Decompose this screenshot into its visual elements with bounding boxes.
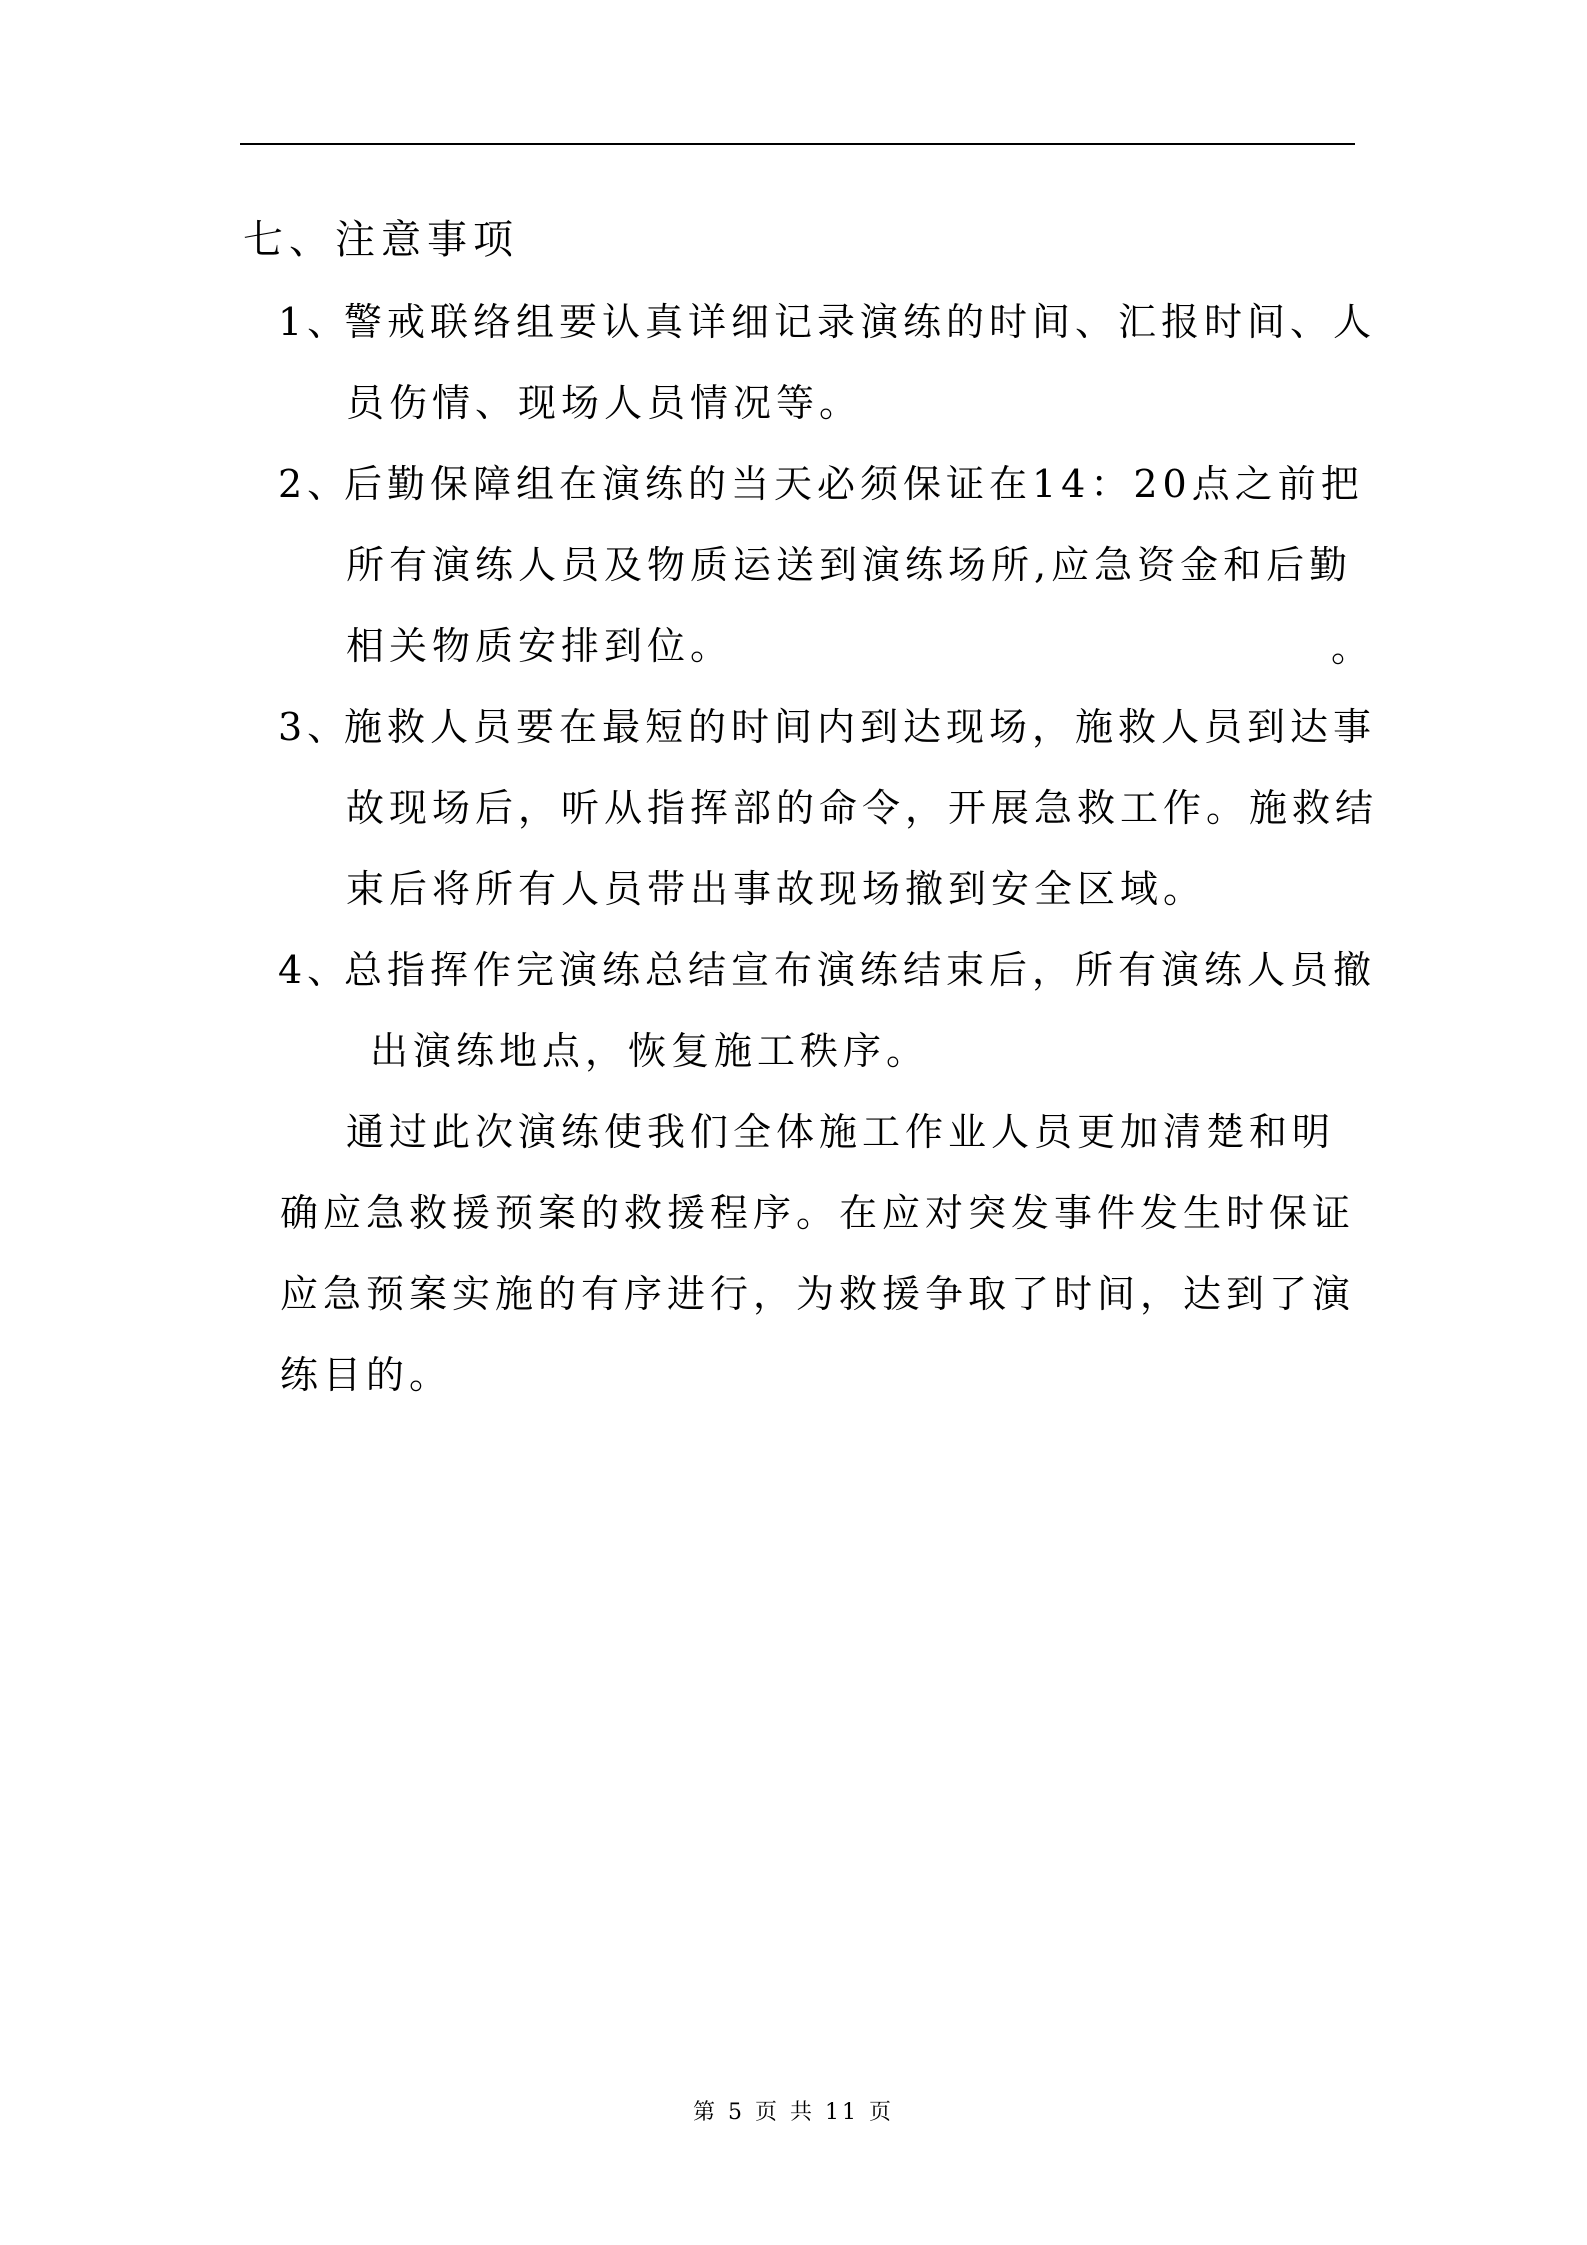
header-rule bbox=[240, 143, 1355, 145]
list-item-3 bbox=[278, 687, 1379, 930]
list-item-3-number: 3、 bbox=[278, 705, 351, 749]
closing-line-4: 练目的。 bbox=[280, 1353, 453, 1397]
closing-paragraph bbox=[280, 1092, 1360, 1416]
closing-line-3: 应急预案实施的有序进行，为救援争取了时间，达到了演 bbox=[280, 1272, 1356, 1316]
list-item-1-line-1 bbox=[278, 282, 1377, 363]
list-item-3-text-1: 施救人员要在最短的时间内到达现场，施救人员到达事 bbox=[344, 705, 1377, 749]
list-item-2 bbox=[278, 444, 1364, 687]
list-item-1 bbox=[278, 282, 1377, 444]
list-item-3-line-1 bbox=[278, 687, 1377, 768]
list-item-4-number: 4、 bbox=[278, 948, 351, 992]
list-item-4-line-2: 出演练地点，恢复施工秩序。 bbox=[370, 1029, 930, 1073]
list-item-3-line-2: 故现场后，听从指挥部的命令，开展急救工作。施救结 bbox=[346, 786, 1379, 830]
list-item-1-text-1: 警戒联络组要认真详细记录演练的时间、汇报时间、人 bbox=[344, 300, 1377, 344]
list-item-2-line-1 bbox=[278, 444, 1364, 525]
list-item-1-number: 1、 bbox=[278, 300, 351, 344]
list-item-4 bbox=[278, 930, 1377, 1092]
list-item-3-line-3: 束后将所有人员带出事故现场撤到安全区域。 bbox=[346, 867, 1207, 911]
list-item-2-text-1: 后勤保障组在演练的当天必须保证在14：20点之前把 bbox=[344, 462, 1364, 506]
section-title: 七、注意事项 bbox=[243, 217, 519, 263]
list-item-4-text-1: 总指挥作完演练总结宣布演练结束后，所有演练人员撤 bbox=[344, 948, 1377, 992]
list-item-2-trailing-mark: 。 bbox=[1331, 626, 1370, 670]
list-item-2-line-2: 所有演练人员及物质运送到演练场所,应急资金和后勤 bbox=[346, 543, 1353, 587]
page-footer: 第 5 页 共 11 页 bbox=[693, 2100, 894, 2125]
list-item-2-number: 2、 bbox=[278, 462, 351, 506]
closing-line-1: 通过此次演练使我们全体施工作业人员更加清楚和明 bbox=[346, 1110, 1336, 1154]
list-item-1-line-2: 员伤情、现场人员情况等。 bbox=[346, 381, 863, 425]
closing-line-2: 确应急救援预案的救援程序。在应对突发事件发生时保证 bbox=[280, 1191, 1356, 1235]
list-item-4-line-1 bbox=[278, 930, 1377, 1011]
list-item-2-line-3: 相关物质安排到位。 bbox=[346, 624, 734, 668]
